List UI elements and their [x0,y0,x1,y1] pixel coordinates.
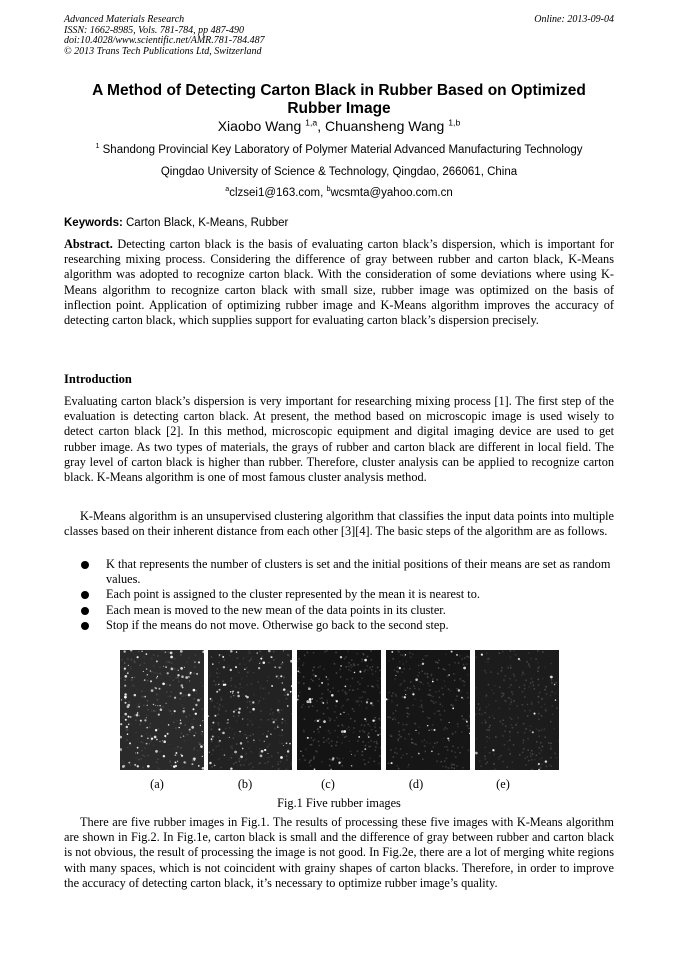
figure-label-a: (a) [150,777,164,791]
algorithm-steps-list [64,557,614,633]
rubber-image-c [297,650,381,770]
online-date: Online: 2013-09-04 [534,14,614,25]
page-header [64,15,614,57]
emails [0,187,678,199]
copyright: © 2013 Trans Tech Publications Ltd, Switzerland [64,45,262,57]
bullet-icon [81,561,89,569]
email-a: clzsei1@163.com, [229,187,327,199]
list-item-text: K that represents the number of clusters is set and the initial positions of their means are set as random values. [106,557,611,587]
keywords-label: Keywords: [64,217,123,229]
author-2-sup: 1,b [448,117,461,128]
list-item-text: Each mean is moved to the new mean of the data points in its cluster. [106,602,446,617]
figure-label-e: (e) [496,777,510,791]
intro-paragraph-2: K-Means algorithm is an unsupervised clustering algorithm that classifies the input data points into multiple classes based on their inherent distance from each other [3][4]. The basic steps of the algorithm are as follows. [64,509,614,539]
keywords-text: Carton Black, K-Means, Rubber [122,217,289,229]
affiliation-line-1 [0,144,678,156]
abstract-label: Abstract. [64,237,113,251]
bullet-icon [81,622,89,630]
list-item [64,587,614,602]
rubber-image-d [386,650,470,770]
author-1-sup: 1,a [305,117,318,128]
email-b: wcsmta@yahoo.com.cn [330,187,453,199]
list-item-text: Each point is assigned to the cluster represented by the mean it is nearest to. [106,587,480,602]
authors [0,118,678,134]
bullet-icon [81,607,89,615]
list-item [64,618,614,633]
affiliation-text: Shandong Provincial Key Laboratory of Polymer Material Advanced Manufacturing Technology [102,144,583,156]
list-item [64,603,614,618]
email-a-sup: a [225,185,230,194]
rubber-image-e [475,650,559,770]
rubber-image-b [208,650,292,770]
figure-caption: Fig.1 Five rubber images [277,796,401,810]
author-1: Xiaobo Wang [217,118,302,134]
issn: ISSN: 1662-8985, Vols. 781-784, pp 487-490 [64,24,244,36]
section-heading-introduction: Introduction [64,372,132,386]
bullet-icon [81,591,89,599]
rubber-image-a [120,650,204,770]
list-item-text: Stop if the means do not move. Otherwise go back to the second step. [106,617,449,632]
keywords [64,217,288,229]
figure-label-d: (d) [408,777,424,791]
abstract [64,237,614,328]
affiliation-line-2: Qingdao University of Science & Technology, Qingdao, 266061, China [160,166,518,178]
email-b-sup: b [326,185,331,194]
figure-label-c: (c) [321,777,335,791]
abstract-text: Detecting carton black is the basis of evaluating carton black’s dispersion, which is important for researching mixing process. Considering the difference of gray between rubber and carton black, K-Means algorithm was adopted to recognize carton black. With the consideration of some deviations where using K-Means algorithm to recognize carton black with small size, rubber image was optimized on the basis of inflection point. Application of optimizing rubber image and K-Means algorithm improves the accuracy of detecting carton black, which supplies support for evaluating carton black’s dispersion precisely. [64,237,614,328]
intro-paragraph-1: Evaluating carton black’s dispersion is very important for researching mixing process [1]. The first step of the evaluation is detecting carton black. At present, the method based on microscopic image is used wisely to detect carton black [2]. In this method, microscopic equipment and digital imaging device are used to get rubber image. As two types of materials, the grays of rubber and carton black are different in local field. The gray level of carton black is higher than rubber. Therefore, cluster analysis can be applied to recognize carton black. K-Means algorithm is one of most famous cluster analysis method. [64,394,614,485]
doi: doi:10.4028/www.scientific.net/AMR.781-784.487 [64,35,265,46]
journal-name: Advanced Materials Research [64,14,185,25]
figure-label-b: (b) [237,777,253,791]
affiliation-sup: 1 [95,142,100,151]
list-item [64,557,614,587]
paper-title: A Method of Detecting Carton Black in Rubber Based on Optimized Rubber Image [92,82,586,117]
intro-paragraph-3: There are five rubber images in Fig.1. The results of processing these five images with K-Means algorithm are shown in Fig.2. In Fig.1e, carton black is small and the difference of gray between rubber and carton black is not obvious, the result of processing the image is not good. In Fig.2e, there are a lot of merging white regions with many spaces, which is not coincident with grainy shapes of carton blacks. Therefore, in order to improve the accuracy of detecting carton black, it’s necessary to optimize rubber image’s quality. [64,815,614,890]
author-2: , Chuansheng Wang [317,118,445,134]
